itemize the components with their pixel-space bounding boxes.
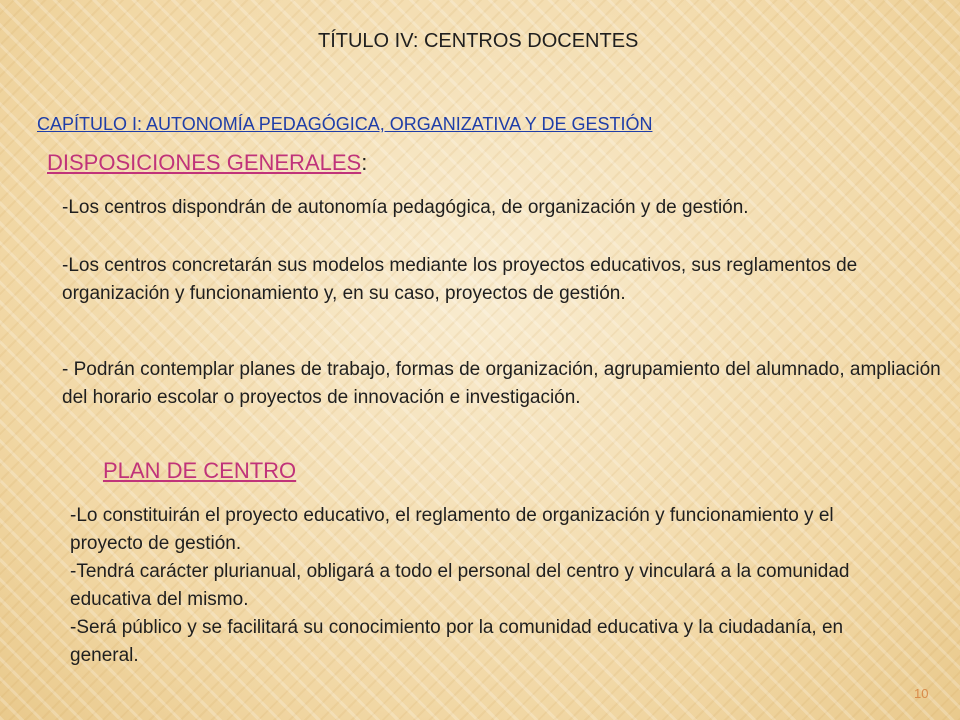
disposiciones-paragraph-3: - Podrán contemplar planes de trabajo, formas de organización, agrupamiento del alumnado, ampliación del horario escolar o proyectos de innovación e investigación. bbox=[62, 359, 941, 408]
plan-de-centro-link[interactable]: PLAN DE CENTRO bbox=[103, 458, 297, 483]
page-number: 10 bbox=[914, 686, 929, 701]
plan-de-centro-list bbox=[70, 502, 900, 670]
disposiciones-generales-heading[interactable] bbox=[47, 150, 367, 176]
disposiciones-generales-link[interactable]: DISPOSICIONES GENERALES bbox=[47, 150, 362, 175]
disposiciones-paragraph-1: -Los centros dispondrán de autonomía pedagógica, de organización y de gestión. bbox=[62, 197, 749, 218]
plan-item-2: -Tendrá carácter plurianual, obligará a todo el personal del centro y vinculará a la comunidad educativa del mismo. bbox=[70, 561, 850, 610]
plan-item-3: -Será público y se facilitará su conocimiento por la comunidad educativa y la ciudadanía, en general. bbox=[70, 617, 844, 666]
heading-colon: : bbox=[361, 150, 368, 175]
chapter-heading-link[interactable]: CAPÍTULO I: AUTONOMÍA PEDAGÓGICA, ORGANIZATIVA Y DE GESTIÓN bbox=[37, 114, 653, 134]
plan-item-1: -Lo constituirán el proyecto educativo, el reglamento de organización y funcionamiento y el proyecto de gestión. bbox=[70, 505, 834, 554]
slide-title: TÍTULO IV: CENTROS DOCENTES bbox=[318, 30, 639, 52]
disposiciones-paragraph-2: -Los centros concretarán sus modelos mediante los proyectos educativos, sus reglamentos de organización y funcionamiento y, en su caso, proyectos de gestión. bbox=[62, 255, 858, 304]
